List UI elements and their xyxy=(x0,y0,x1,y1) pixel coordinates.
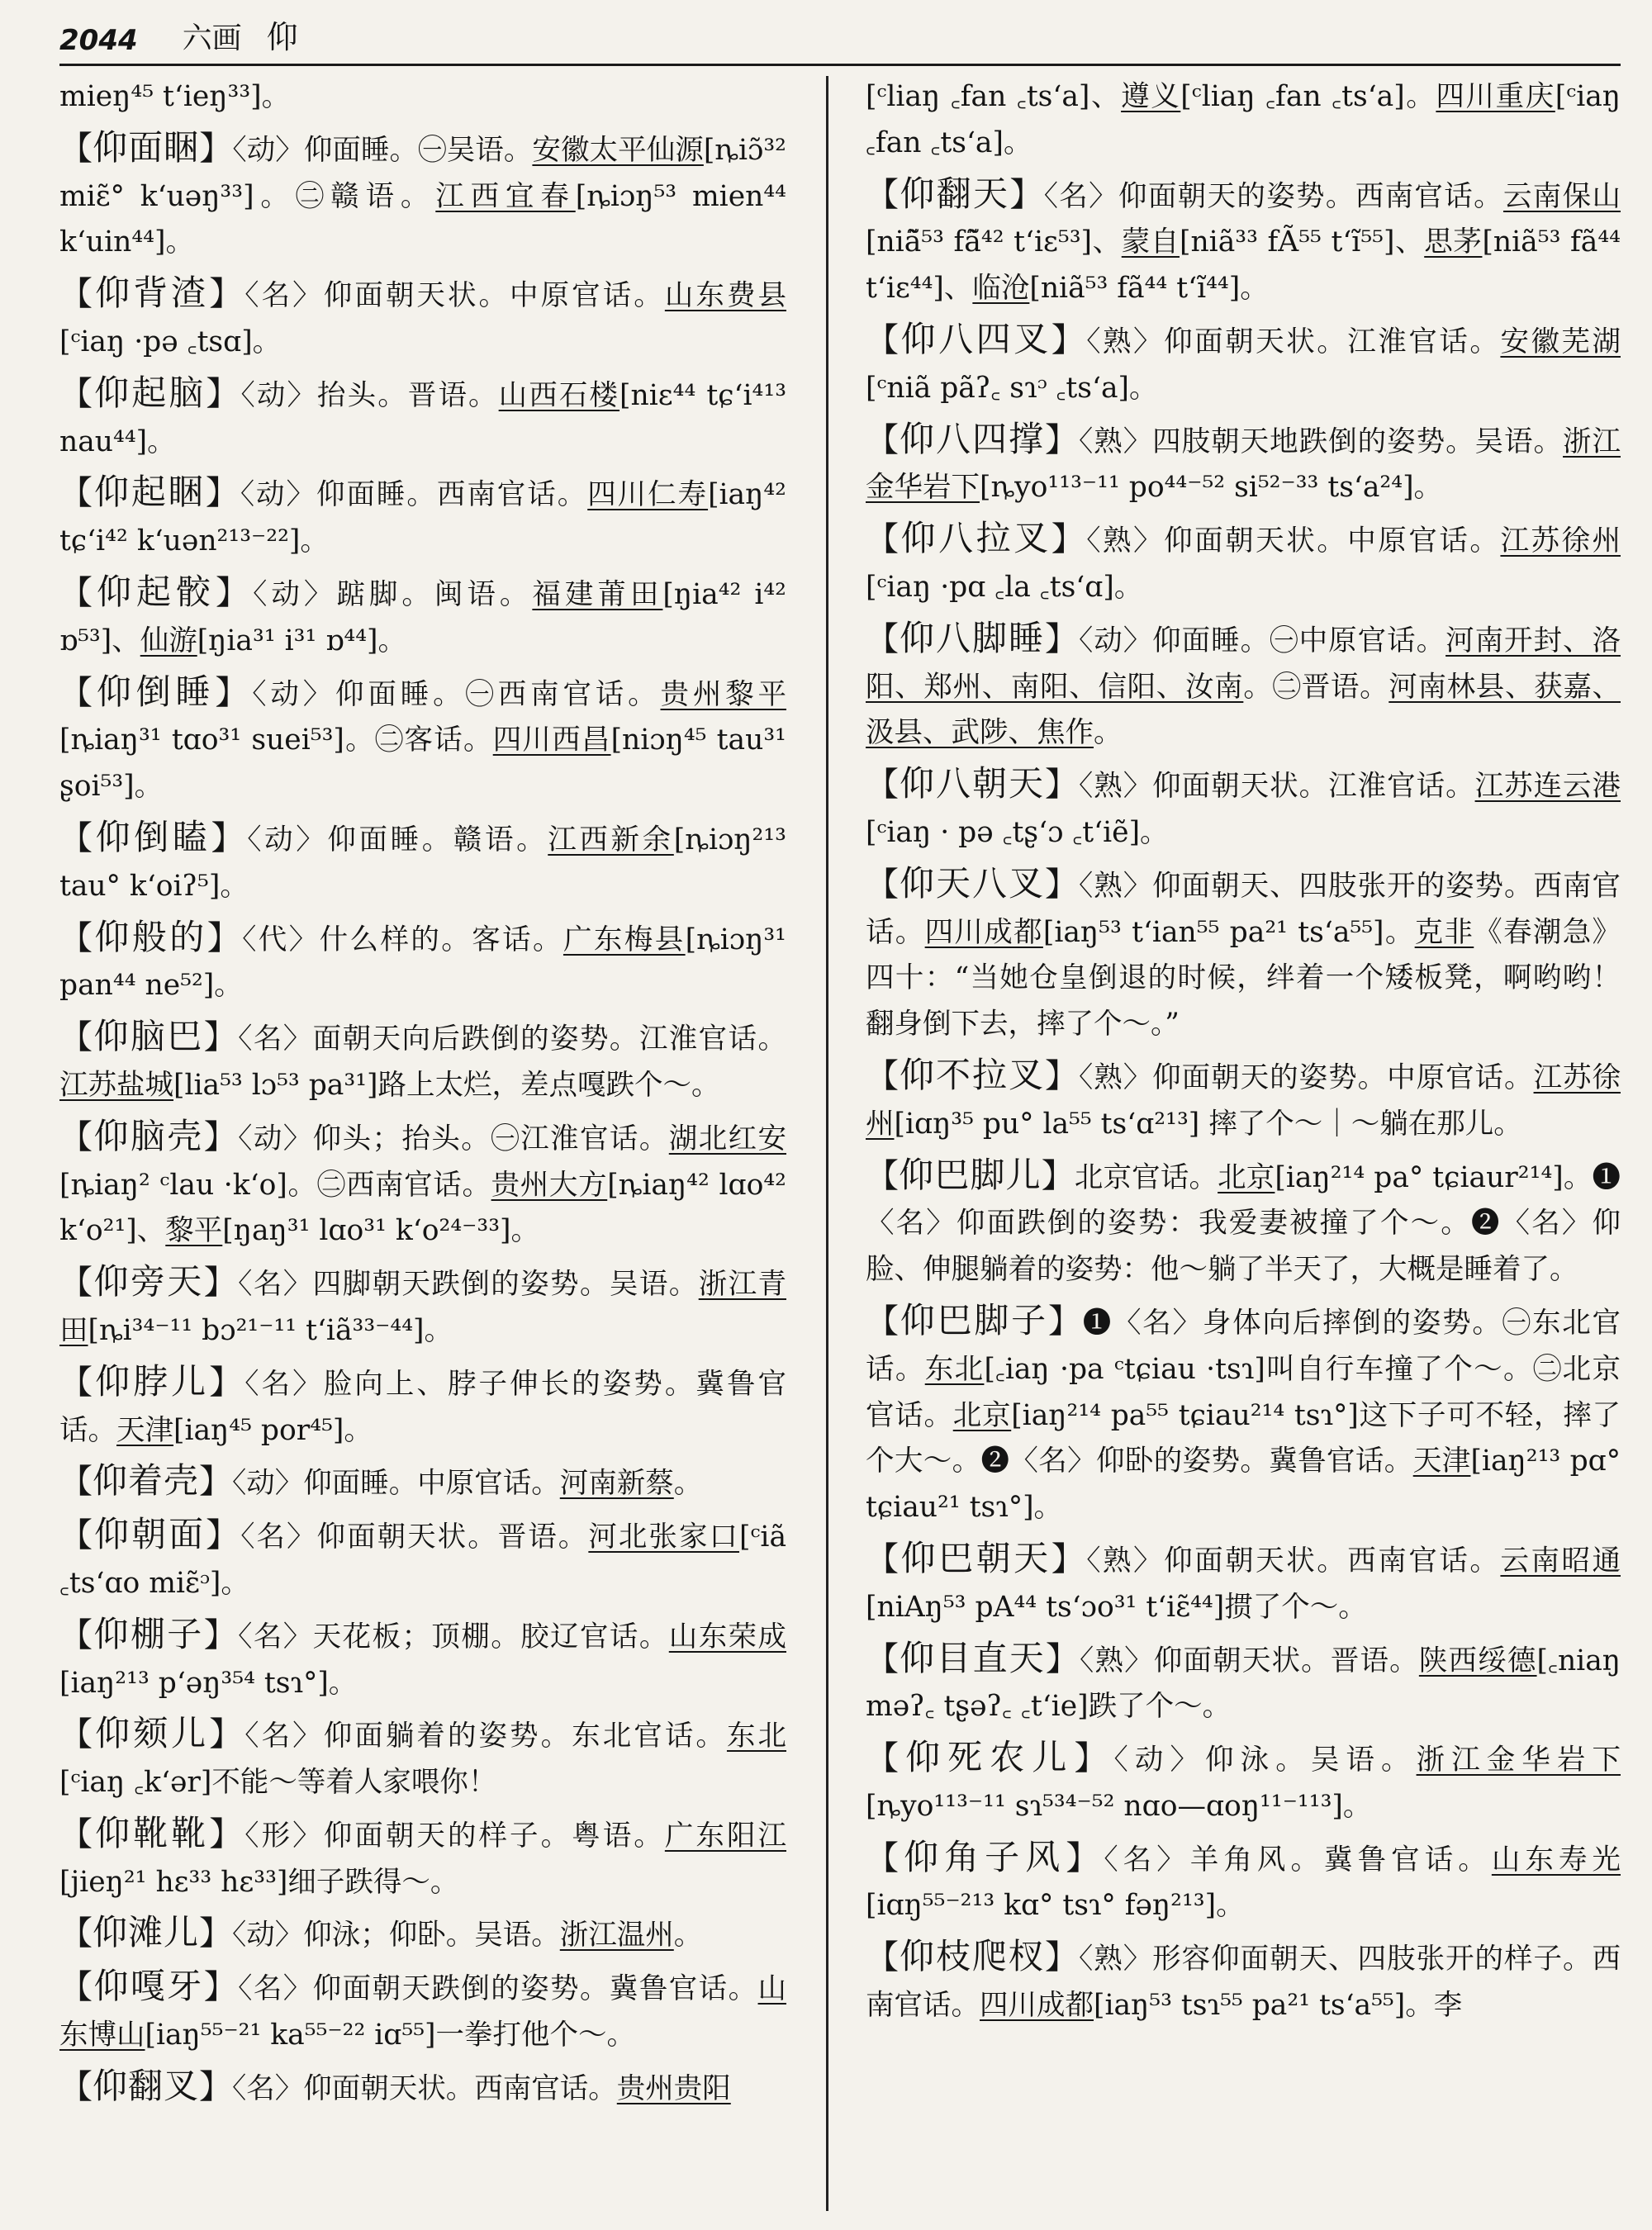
bracket-close: 】 xyxy=(1044,1056,1079,1095)
pronunciation: [niã³³ fÃ⁵⁵ t‘ĩ⁵⁵]、 xyxy=(1179,225,1425,259)
place-name: 江苏徐州 xyxy=(866,1060,1621,1141)
bracket-close: 】 xyxy=(1045,1639,1080,1678)
dictionary-entry xyxy=(866,861,1621,1048)
place-name: 河北张家口 xyxy=(588,1521,740,1554)
definition: 〈熟〉仰面朝天的姿势。中原官话。 xyxy=(1078,1060,1534,1094)
pronunciation: [iaŋ⁵³ t‘ian⁵⁵ pa²¹ ts‘a⁵⁵]。 xyxy=(1042,915,1415,949)
pronunciation: [ŋia⁴² i⁴² ɒ⁵³]、 xyxy=(59,577,786,657)
dictionary-entry xyxy=(59,1710,786,1806)
headword: 仰不拉叉 xyxy=(900,1054,1045,1095)
definition: 〈名〉仰面朝天跌倒的姿势。冀鲁官话。 xyxy=(238,1972,758,2006)
definition: 〈熟〉形容仰面朝天、四肢张开的样子。西南官话。 xyxy=(866,1943,1621,2023)
headword: 仰般的 xyxy=(94,916,207,957)
headword: 仰八拉叉 xyxy=(900,518,1051,559)
place-name: 江西宜春 xyxy=(435,179,576,213)
definition: 〈熟〉仰面朝天状。江淮官话。 xyxy=(1078,770,1475,804)
bracket-close: 】 xyxy=(1044,766,1079,804)
headword: 仰倒瞌 xyxy=(95,816,211,857)
bracket-close: 】 xyxy=(1044,865,1079,904)
headword: 仰棚子 xyxy=(93,1613,204,1654)
definition: 〈代〉什么样的。客话。 xyxy=(242,923,563,956)
dictionary-entry xyxy=(866,515,1621,611)
dictionary-entry xyxy=(866,1933,1621,2029)
pronunciation: [iaŋ²¹³ p‘əŋ³⁵⁴ tsɿ°]。 xyxy=(59,1666,358,1700)
definition: 〈名〉仰面朝天状。晋语。 xyxy=(240,1521,589,1554)
definition: 〈动〉抬头。晋语。 xyxy=(240,378,499,412)
place-name: 黎平 xyxy=(165,1214,223,1248)
definition: 〈动〉仰面睡。赣语。 xyxy=(247,823,548,856)
bracket-close: 】 xyxy=(206,374,241,413)
pronunciation: [iaŋ²¹⁴ pa° tɕiaur²¹⁴]。❶〈名〉仰面跌倒的姿势：我爱妻被撞了个～。❷〈名〉仰脸、伸腿躺着的姿势：他～躺了半天了，大概是睡着了。 xyxy=(866,1160,1621,1287)
dictionary-entry xyxy=(59,1113,786,1255)
pronunciation: [lia⁵³ lɔ⁵³ pa³¹]路上太烂，差点嘎跌个～。 xyxy=(173,1068,720,1102)
definition: 北京官话。 xyxy=(1074,1160,1218,1194)
bracket-open: 【 xyxy=(866,420,900,459)
pronunciation: [niAŋ⁵³ pA⁴⁴ ts‘ɔo³¹ t‘iɛ̃⁴⁴]掼了个～。 xyxy=(866,1590,1367,1624)
bracket-close: 】 xyxy=(206,1516,241,1555)
pronunciation: [jieŋ²¹ hɛ³³ hɛ³³]细子跌得～。 xyxy=(59,1865,459,1899)
place-name: 贵州黎平 xyxy=(660,677,786,711)
column-divider xyxy=(826,76,828,2211)
place-name: 浙江金华岩下 xyxy=(1416,1744,1621,1777)
place-name: 蒙自 xyxy=(1121,225,1180,259)
place-name: 东北 xyxy=(726,1720,786,1753)
place-name: 云南昭通 xyxy=(1500,1544,1621,1578)
place-name: 广东梅县 xyxy=(563,923,686,956)
bracket-open: 【 xyxy=(59,673,97,712)
headword: 仰死农儿 xyxy=(905,1737,1075,1778)
dictionary-entry xyxy=(866,615,1621,757)
bracket-open: 【 xyxy=(59,1616,94,1654)
pronunciation: [niã⁵³ fã⁴⁴ t‘iɛ⁴⁴]、 xyxy=(866,225,1621,306)
pronunciation: [ᶜiaŋ ·pɑ ꜀la ꜀ts‘ɑ]。 xyxy=(866,570,1143,604)
bracket-open: 【 xyxy=(866,766,900,804)
definition: 〈名〉仰面朝天状。中原官话。 xyxy=(244,279,665,313)
pronunciation: [ȵiaŋ² ᶜlau ·k‘o]。 xyxy=(59,1168,317,1202)
dictionary-entry xyxy=(866,1734,1621,1830)
bracket-open: 【 xyxy=(59,1264,94,1302)
pronunciation: [ᶜiaŋ ꜀fan ꜀ts‘a]。 xyxy=(866,80,1621,159)
pronunciation: [ᶜiã ꜀ts‘ɑo miɛ̃ᵓ]。 xyxy=(59,1521,786,1600)
bracket-close: 】 xyxy=(203,1117,239,1156)
bracket-close: 】 xyxy=(203,1968,239,2007)
pronunciation: [ȵyo¹¹³⁻¹¹ po⁴⁴⁻⁵² si⁵²⁻³³ ts‘a²⁴]。 xyxy=(980,471,1443,505)
dictionary-entry xyxy=(866,316,1621,412)
place-name: 河南林县、获嘉、汲县、武陟、焦作 xyxy=(866,670,1621,750)
definition: 〈动〉仰面睡。㊀西南官话。 xyxy=(252,677,661,711)
right-column xyxy=(866,74,1621,2213)
dictionary-entry xyxy=(59,1963,786,2059)
definition: 〈名〉羊角风。冀鲁官话。 xyxy=(1104,1843,1492,1877)
definition: 〈动〉仰泳。吴语。 xyxy=(1113,1744,1417,1777)
pronunciation: [ȵiɔŋ³¹ pan⁴⁴ ne⁵²]。 xyxy=(59,923,786,1003)
bracket-close: 】 xyxy=(203,1018,239,1057)
pronunciation: [ȵiaŋ⁴² lɑo⁴² k‘o²¹]、 xyxy=(59,1168,786,1248)
bracket-open: 【 xyxy=(866,1540,901,1578)
bracket-close: 】 xyxy=(1047,1302,1083,1340)
headword: 仰面睏 xyxy=(93,126,200,168)
dictionary-entry xyxy=(866,1298,1621,1531)
pronunciation: [ȵiɔ̃³² miɛ̃° k‘uəŋ³³]。 xyxy=(59,133,786,213)
bracket-open: 【 xyxy=(866,1156,900,1195)
headword: 仰八朝天 xyxy=(900,763,1045,804)
pronunciation: 。 xyxy=(1094,716,1123,750)
bracket-open: 【 xyxy=(866,1056,900,1095)
place-name: 克非 xyxy=(1414,915,1474,949)
continuation-text: [ᶜliaŋ ꜀fan ꜀ts‘a]、 xyxy=(866,80,1122,113)
dictionary-entry xyxy=(866,1535,1621,1631)
place-name: 福建莆田 xyxy=(532,577,663,611)
place-name: 云南保山 xyxy=(1502,179,1621,213)
dictionary-entry xyxy=(866,74,1621,167)
pronunciation: [niã̃⁵³ fã̃⁴² t‘iɛ⁵³]、 xyxy=(866,225,1122,259)
dictionary-entry xyxy=(59,1458,786,1507)
bracket-close: 】 xyxy=(1074,1739,1114,1778)
headword: 仰翻叉 xyxy=(93,2065,200,2106)
pronunciation: 《春潮急》四十：“当她仓皇倒退的时候，绊着一个矮板凳，啊哟哟！翻身倒下去，摔了个～。” xyxy=(866,915,1621,1041)
definition: 〈动〉仰面睡。㊀中原官话。 xyxy=(1078,624,1446,657)
dictionary-entry xyxy=(866,416,1621,512)
headword: 仰起睏 xyxy=(93,472,206,513)
definition: 〈动〉仰面睡。㊀吴语。 xyxy=(232,133,533,167)
definition: 〈动〉踮脚。闽语。 xyxy=(253,577,533,611)
pronunciation: [ȵiɔŋ⁵³ mien⁴⁴ k‘uin⁴⁴]。 xyxy=(59,179,786,259)
headword: 仰目直天 xyxy=(900,1637,1046,1678)
bracket-close: 】 xyxy=(215,673,253,712)
dictionary-entry xyxy=(59,1511,786,1607)
definition: 〈动〉仰头；抬头。㊀江淮官话。 xyxy=(238,1122,669,1155)
place-name: 江苏盐城 xyxy=(59,1068,173,1102)
definition: 〈熟〉仰面朝天状。江淮官话。 xyxy=(1086,325,1501,358)
headword: 仰滩儿 xyxy=(93,1912,200,1953)
dictionary-entry xyxy=(866,1834,1621,1930)
place-name: 天津 xyxy=(1412,1445,1471,1478)
dictionary-entry xyxy=(59,270,786,366)
place-name: 山东费县 xyxy=(664,279,786,313)
place-name: 陕西绥德 xyxy=(1418,1644,1537,1677)
bracket-close: 】 xyxy=(209,1815,245,1853)
place-name: 江苏徐州 xyxy=(1500,524,1621,558)
definition: 〈名〉仰面朝天的姿势。西南官话。 xyxy=(1043,179,1503,213)
headword: 仰脑壳 xyxy=(93,1115,204,1156)
bracket-open: 【 xyxy=(59,275,96,314)
bracket-close: 】 xyxy=(209,1715,245,1754)
place-name: 贵州大方 xyxy=(491,1168,608,1202)
pronunciation: 。 xyxy=(673,1919,703,1952)
place-name: 山东寿光 xyxy=(1491,1843,1621,1877)
bracket-close: 】 xyxy=(203,1616,239,1654)
dictionary-entry xyxy=(59,1013,786,1109)
headword: 仰八脚睡 xyxy=(900,617,1045,658)
headword: 仰起脑 xyxy=(94,372,206,413)
dictionary-entry xyxy=(59,469,786,565)
place-name: 四川重庆 xyxy=(1436,80,1555,113)
header-character: 仰 xyxy=(266,19,298,55)
definition: 〈动〉仰泳；仰卧。吴语。 xyxy=(232,1919,560,1952)
place-name: 河南开封、洛阳、郑州、南阳、信阳、汝南 xyxy=(866,624,1621,704)
headword: 仰角子风 xyxy=(904,1836,1066,1877)
bracket-close: 】 xyxy=(1041,1156,1075,1195)
definition: 〈名〉脸向上、脖子伸长的姿势。冀鲁官话。 xyxy=(59,1367,786,1447)
headword: 仰巴脚子 xyxy=(900,1299,1048,1340)
pronunciation: [꜀niaŋ məʔ꜀ tʂəʔ꜀ ꜀t‘ie]跌了个～。 xyxy=(866,1644,1621,1724)
dictionary-entry xyxy=(59,74,786,121)
definition: 〈形〉仰面朝天的样子。粤语。 xyxy=(244,1819,665,1853)
bracket-open: 【 xyxy=(59,918,95,957)
pronunciation: [iaŋ⁵⁵⁻²¹ ka⁵⁵⁻²² iɑ⁵⁵]一拳打他个～。 xyxy=(145,2019,635,2052)
bracket-open: 【 xyxy=(59,1914,93,1953)
dictionary-entry xyxy=(59,125,786,266)
dictionary-entry xyxy=(59,1810,786,1906)
place-name: 临沧 xyxy=(972,272,1030,306)
place-name: 思茅 xyxy=(1424,225,1483,259)
place-name: 安徽太平仙源 xyxy=(532,133,704,167)
definition: 〈名〉四脚朝天跌倒的姿势。吴语。 xyxy=(238,1268,699,1302)
pronunciation: [꜀iaŋ ·pa ᶜtɕiau ·tsɿ]叫自行车撞了个～。 xyxy=(984,1352,1533,1386)
bracket-open: 【 xyxy=(59,1117,94,1156)
place-name: 四川成都 xyxy=(924,915,1043,949)
headword: 仰枝爬杈 xyxy=(900,1936,1045,1977)
bracket-close: 】 xyxy=(209,275,245,314)
pronunciation: [ᶜliaŋ ꜀fan ꜀ts‘a]。 xyxy=(1180,80,1436,113)
dictionary-entry xyxy=(59,914,786,1010)
place-name: 广东阳江 xyxy=(664,1819,786,1853)
bracket-close: 】 xyxy=(1051,320,1087,359)
pronunciation: [niɔŋ⁴⁵ tau³¹ ʂoi⁵³]。 xyxy=(59,724,786,804)
place-name: 四川成都 xyxy=(980,1989,1094,2023)
dictionary-entry xyxy=(59,1259,786,1355)
definition: 〈熟〉仰面朝天状。中原官话。 xyxy=(1086,524,1501,558)
bracket-open: 【 xyxy=(866,865,900,904)
bracket-close: 】 xyxy=(209,1363,245,1402)
bracket-close: 】 xyxy=(1051,520,1087,559)
place-name: 北京 xyxy=(952,1398,1012,1432)
place-name: 浙江金华岩下 xyxy=(866,425,1621,505)
continuation-text: mieŋ⁴⁵ t‘ieŋ³³]。 xyxy=(59,80,291,113)
bracket-open: 【 xyxy=(59,818,96,857)
bracket-open: 【 xyxy=(59,474,94,513)
place-name: 贵州贵阳 xyxy=(616,2071,731,2105)
place-name: 江苏连云港 xyxy=(1474,770,1621,804)
bracket-open: 【 xyxy=(59,374,95,413)
pronunciation: [iɑŋ³⁵ pu° la⁵⁵ ts‘ɑ²¹³] 摔了个～｜～躺在那儿。 xyxy=(894,1107,1522,1141)
headword: 仰朝面 xyxy=(94,1514,206,1555)
definition: ㊁西南官话。 xyxy=(316,1168,491,1202)
dictionary-entry xyxy=(59,2063,786,2113)
bracket-open: 【 xyxy=(59,1516,95,1555)
place-name: 山东博山 xyxy=(59,1972,786,2052)
bracket-open: 【 xyxy=(59,1815,96,1853)
bracket-close: 】 xyxy=(1044,619,1079,658)
bracket-open: 【 xyxy=(866,1739,906,1778)
headword: 仰脖儿 xyxy=(95,1360,210,1402)
definition: 〈熟〉仰面朝天状。晋语。 xyxy=(1080,1644,1419,1677)
dictionary-entry xyxy=(59,1359,786,1454)
dictionary-entry xyxy=(866,1635,1621,1731)
pronunciation: [niɛ⁴⁴ tɕ‘i⁴¹³ nau⁴⁴]。 xyxy=(59,378,786,458)
headword: 仰翻天 xyxy=(900,173,1010,214)
pronunciation: [iaŋ²¹⁴ pa⁵⁵ tɕiau²¹⁴ tsɿ°]这下子可不轻，摔了个大～。❷〈名〉仰卧的姿势。冀鲁官话。 xyxy=(866,1398,1621,1478)
pronunciation: [niã⁵³ fã⁴⁴ t‘ĩ⁴⁴]。 xyxy=(1029,272,1269,306)
bracket-close: 】 xyxy=(216,573,254,612)
headword: 仰八四叉 xyxy=(900,318,1051,359)
bracket-close: 】 xyxy=(1066,1839,1104,1877)
bracket-open: 【 xyxy=(866,619,900,658)
dictionary-entry xyxy=(59,569,786,665)
bracket-close: 】 xyxy=(206,918,243,957)
pronunciation: [ȵi³⁴⁻¹¹ bɔ²¹⁻¹¹ t‘iã³³⁻⁴⁴]。 xyxy=(88,1313,453,1347)
bracket-close: 】 xyxy=(199,1914,233,1953)
dictionary-entry xyxy=(59,370,786,466)
bracket-open: 【 xyxy=(59,1463,93,1502)
pronunciation: [iɑŋ⁵⁵⁻²¹³ kɑ° tsɿ° fəŋ²¹³]。 xyxy=(866,1889,1245,1923)
place-name: 天津 xyxy=(116,1413,173,1447)
bracket-open: 【 xyxy=(866,520,901,559)
dictionary-entry xyxy=(866,1152,1621,1293)
pronunciation: [ᶜiaŋ · pə ꜀tʂ‘ɔ ꜀t‘iẽ]。 xyxy=(866,815,1169,849)
bracket-open: 【 xyxy=(866,1302,900,1340)
pronunciation: [ᶜiaŋ ·pə ꜀tsɑ]。 xyxy=(59,325,282,358)
definition: 〈熟〉四肢朝天地跌倒的姿势。吴语。 xyxy=(1078,425,1564,458)
pronunciation: [iaŋ⁴⁵ por⁴⁵]。 xyxy=(173,1413,373,1447)
pronunciation: [iaŋ⁴² tɕ‘i⁴² k‘uən²¹³⁻²²]。 xyxy=(59,478,786,558)
bracket-open: 【 xyxy=(59,1715,96,1754)
dictionary-entry xyxy=(866,171,1621,312)
bracket-open: 【 xyxy=(59,1363,96,1402)
pronunciation: [ȵiɔŋ²¹³ tau° k‘oiʔ⁵]。 xyxy=(59,823,786,903)
headword: 仰起骹 xyxy=(97,571,216,612)
pronunciation: 。 xyxy=(673,1467,703,1501)
headword: 仰靴靴 xyxy=(95,1812,210,1853)
place-name: 山东荣成 xyxy=(668,1620,786,1654)
pronunciation: [ŋaŋ³¹ lɑo³¹ k‘o²⁴⁻³³]。 xyxy=(222,1214,540,1248)
place-name: 湖北红安 xyxy=(668,1122,786,1155)
bracket-open: 【 xyxy=(59,2067,93,2106)
page-header xyxy=(59,15,1621,66)
bracket-open: 【 xyxy=(59,129,93,168)
bracket-open: 【 xyxy=(59,573,97,612)
place-name: 浙江青田 xyxy=(59,1268,786,1347)
definition: 〈动〉仰面睡。中原官话。 xyxy=(232,1467,560,1501)
bracket-close: 】 xyxy=(205,474,240,513)
bracket-close: 】 xyxy=(1009,175,1044,214)
definition: 〈名〉仰面朝天状。西南官话。 xyxy=(232,2071,617,2105)
place-name: 遵义 xyxy=(1121,80,1181,113)
bracket-open: 【 xyxy=(866,1839,904,1877)
left-column xyxy=(59,74,786,2213)
headword: 仰天八叉 xyxy=(900,862,1045,904)
definition: 〈动〉仰面睡。西南官话。 xyxy=(240,478,588,512)
bracket-close: 】 xyxy=(199,129,233,168)
place-name: 河南新蔡 xyxy=(559,1467,674,1501)
dictionary-entry xyxy=(866,1052,1621,1148)
place-name: 江西新余 xyxy=(548,823,674,856)
dictionary-entry xyxy=(59,814,786,910)
pronunciation: [ȵiaŋ³¹ tɑo³¹ suei⁵³]。 xyxy=(59,724,375,757)
definition: 〈名〉天花板；顶棚。胶辽官话。 xyxy=(238,1620,669,1654)
headword: 仰颏儿 xyxy=(95,1713,210,1754)
bracket-open: 【 xyxy=(59,1968,94,2007)
headword: 仰巴朝天 xyxy=(900,1537,1051,1578)
definition: ❶〈名〉身体向后摔倒的姿势。㊀东北官话。 xyxy=(866,1306,1621,1386)
dictionary-entry xyxy=(866,761,1621,856)
definition: ㊁赣语。 xyxy=(295,179,436,213)
bracket-close: 】 xyxy=(1051,1540,1087,1578)
definition: ㊁晋语。 xyxy=(1272,670,1389,704)
bracket-open: 【 xyxy=(866,175,900,214)
pronunciation: [ᶜniã pãʔ꜀ sɿᵓ ꜀ts‘a]。 xyxy=(866,371,1158,405)
pronunciation: [ŋia³¹ i³¹ ɒ⁴⁴]。 xyxy=(197,624,406,657)
dictionary-entry xyxy=(59,1611,786,1707)
bracket-close: 】 xyxy=(1044,1938,1079,1977)
place-name: 仙游 xyxy=(140,624,197,657)
definition: 〈熟〉仰面朝天、四肢张开的姿势。西南官话。 xyxy=(866,869,1621,949)
dictionary-entry xyxy=(59,669,786,810)
pronunciation: [iaŋ⁵³ tsɿ⁵⁵ pa²¹ ts‘a⁵⁵]。李 xyxy=(1094,1989,1463,2023)
pronunciation: [ȵyo¹¹³⁻¹¹ sɿ⁵³⁴⁻⁵² nɑo—ɑoŋ¹¹⁻¹¹³]。 xyxy=(866,1789,1372,1823)
radical-label: 六画 xyxy=(182,21,242,55)
place-name: 北京 xyxy=(1218,1160,1275,1194)
place-name: 四川仁寿 xyxy=(587,478,709,512)
pronunciation: [iaŋ²¹³ pɑ° tɕiau²¹ tsɿ°]。 xyxy=(866,1445,1621,1525)
definition: ㊁客话。 xyxy=(374,724,493,757)
headword: 仰背渣 xyxy=(95,273,210,314)
bracket-open: 【 xyxy=(866,320,901,359)
headword: 仰嘎牙 xyxy=(93,1966,204,2007)
page-number: 2044 xyxy=(59,24,138,57)
bracket-close: 】 xyxy=(199,1463,233,1502)
headword: 仰倒睡 xyxy=(96,671,216,712)
definition: ㊁北京官话。 xyxy=(866,1352,1621,1432)
bracket-open: 【 xyxy=(59,1018,94,1057)
headword: 仰脑巴 xyxy=(93,1016,204,1057)
place-name: 四川西昌 xyxy=(492,724,611,757)
bracket-close: 】 xyxy=(211,818,248,857)
bracket-close: 】 xyxy=(203,1264,239,1302)
place-name: 浙江温州 xyxy=(559,1919,674,1952)
place-name: 安徽芜湖 xyxy=(1500,325,1621,358)
place-name: 东北 xyxy=(924,1352,985,1386)
definition: 〈熟〉仰面朝天状。西南官话。 xyxy=(1086,1544,1501,1578)
bracket-open: 【 xyxy=(866,1938,900,1977)
bracket-close: 】 xyxy=(199,2067,233,2106)
dictionary-entry xyxy=(59,1910,786,1959)
bracket-open: 【 xyxy=(866,1639,900,1678)
headword: 仰八四撑 xyxy=(900,418,1045,459)
definition: 〈名〉仰面躺着的姿势。东北官话。 xyxy=(244,1720,727,1753)
headword: 仰着壳 xyxy=(93,1460,200,1502)
bracket-close: 】 xyxy=(1044,420,1079,459)
headword: 仰巴脚儿 xyxy=(899,1154,1042,1195)
headword: 仰旁天 xyxy=(93,1261,204,1302)
definition: 〈名〉面朝天向后跌倒的姿势。江淮官话。 xyxy=(238,1022,786,1056)
pronunciation: 。 xyxy=(1243,670,1273,704)
pronunciation: [ᶜiaŋ ꜀k‘ər]不能～等着人家喂你！ xyxy=(59,1766,497,1800)
place-name: 山西石楼 xyxy=(498,378,620,412)
